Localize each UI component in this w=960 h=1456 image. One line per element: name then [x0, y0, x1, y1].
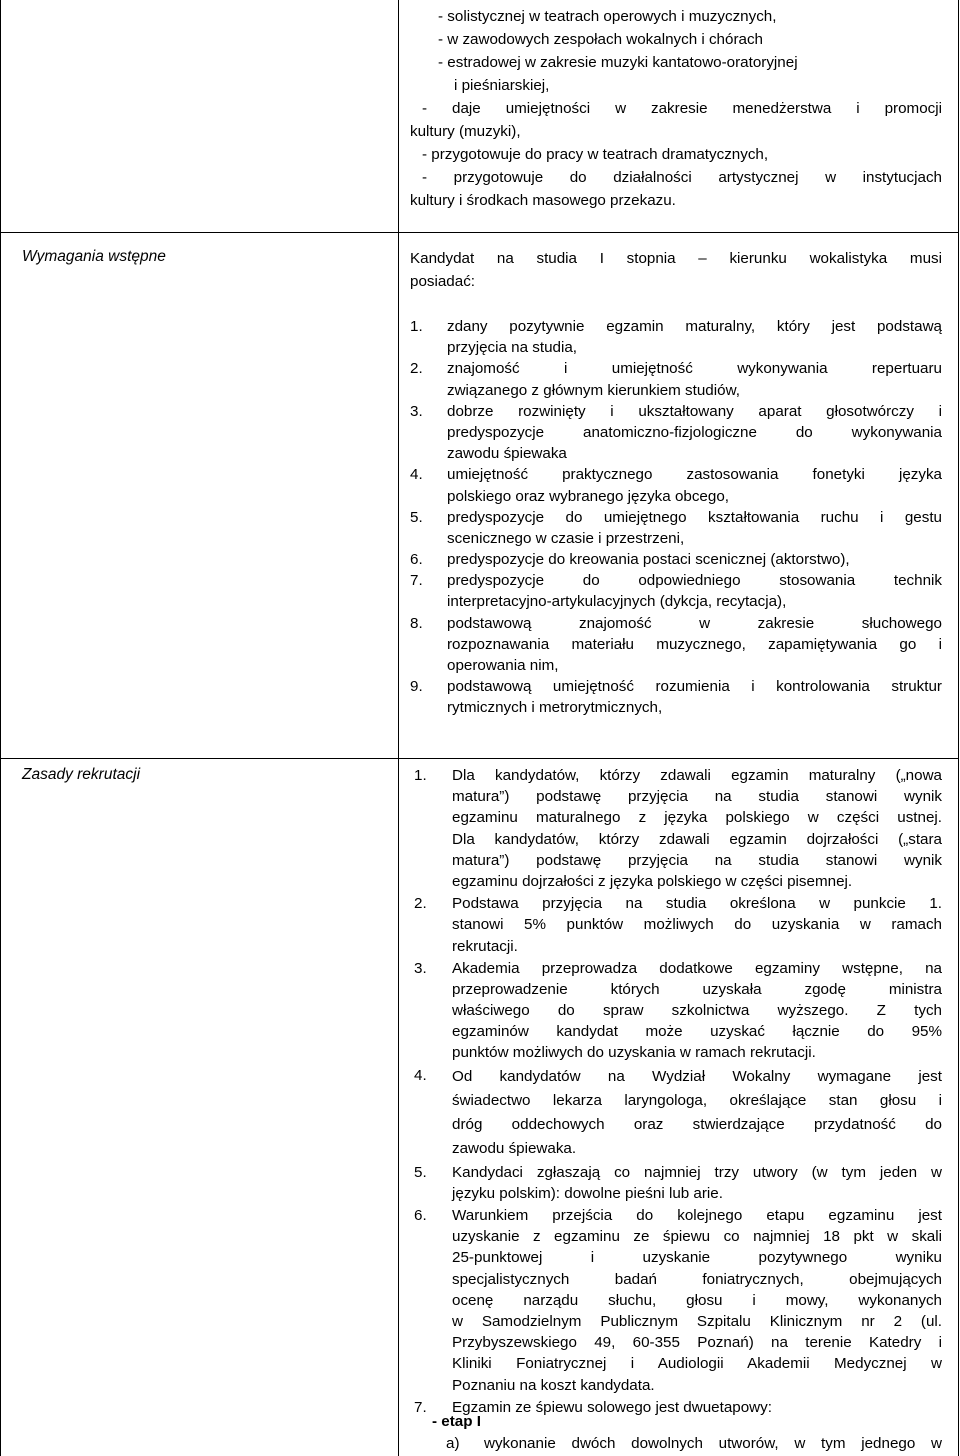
list-item-line: egzaminu dojrzałości z języka polskiego w części pisemnej.	[452, 872, 853, 890]
list-item-number: 2.	[414, 895, 427, 913]
list-item-line: umiejętność praktycznego zastosowania fonetyki języka	[447, 466, 942, 484]
list-item-line: operowania nim,	[447, 657, 559, 674]
list-item	[414, 765, 942, 892]
list-item-line: predyspozycje do kreowania postaci scenicznej (aktorstwo),	[447, 551, 850, 569]
list-item	[410, 570, 942, 612]
list-item-line: w Samodzielnym Publicznym Szpitalu Klinicznym nr 2 (ul.	[452, 1312, 942, 1330]
career-path-line: - daje umiejętności w zakresie menedżerstwa i promocji	[422, 100, 942, 117]
list-item-line: matura”) podstawę przyjęcia na studia stanowi wynik	[452, 851, 942, 869]
list-item-number: 5.	[414, 1163, 427, 1181]
list-item-line: dobrze rozwinięty i ukształtowany aparat głosotwórczy i	[447, 402, 942, 420]
table-row-divider	[0, 758, 959, 759]
list-item	[414, 893, 942, 957]
sub-item-a	[446, 1432, 942, 1455]
list-item-line: Dla kandydatów, którzy zdawali egzamin dojrzałości („stara	[452, 830, 942, 848]
list-item-line: rytmicznych i metrorytmicznych,	[447, 699, 663, 717]
list-item	[410, 676, 942, 718]
list-item	[410, 507, 942, 549]
list-item-line: Kliniki Foniatrycznej i Audiologii Akademii Medycznej w	[452, 1355, 942, 1373]
list-item-number: 3.	[410, 402, 423, 420]
list-item-line: matura”) podstawę przyjęcia na studia stanowi wynik	[452, 788, 942, 806]
list-item-line: zdany pozytywnie egzamin maturalny, który jest podstawą	[447, 318, 942, 335]
list-item-line: rekrutacji.	[452, 937, 518, 955]
list-item-line: egzaminów kandydat może uzyskać łącznie do 95%	[452, 1023, 942, 1041]
requirements-intro-line: posiadać:	[410, 273, 476, 290]
list-item-line: Egzamin ze śpiewu solowego jest dwuetapowy:	[452, 1398, 772, 1416]
list-item-line: predyspozycje do umiejętnego kształtowania ruchu i gestu	[447, 508, 942, 526]
list-item-number: 6.	[414, 1207, 427, 1224]
career-path-line: - przygotowuje do działalności artystycznej w instytucjach	[422, 169, 942, 186]
table-right-border	[958, 0, 959, 1456]
list-item-line: zawodu śpiewaka	[447, 445, 567, 463]
table-left-border	[0, 0, 1, 1456]
career-path-line: kultury (muzyki),	[410, 123, 521, 140]
list-item-line: predyspozycje anatomiczno-fizjologiczne do wykonywania	[447, 423, 942, 441]
list-item	[410, 613, 942, 677]
list-item-number: 6.	[410, 551, 423, 569]
career-path-line: kultury i środkach masowego przekazu.	[410, 192, 676, 209]
list-item-number: 7.	[414, 1398, 427, 1416]
list-item	[410, 464, 942, 506]
list-item-line: Akademia przeprowadza dodatkowe egzaminy wstępne, na	[452, 959, 942, 977]
list-item-line: Kandydaci zgłaszają co najmniej trzy utwory (w tym jeden w	[452, 1163, 942, 1181]
list-item-line: właściwego do spraw szkolnictwa wyższego. Z tych	[452, 1002, 942, 1020]
list-item-line: Poznaniu na koszt kandydata.	[452, 1376, 655, 1394]
list-item	[414, 1205, 942, 1396]
list-item-number: 3.	[414, 959, 427, 977]
list-item-number: 8.	[410, 614, 423, 632]
list-item-line: ocenę narządu słuchu, głosu i mowy, wykonanych	[452, 1291, 942, 1309]
requirements-label: Wymagania wstępne	[22, 248, 166, 265]
list-item-line: podstawową znajomość w zakresie słuchowego	[447, 614, 942, 632]
list-item-line: punktów możliwych do uzyskania w ramach rekrutacji.	[452, 1044, 816, 1062]
list-item-line: znajomość i umiejętność wykonywania repertuaru	[447, 360, 942, 378]
list-item-line: polskiego oraz wybranego języka obcego,	[447, 487, 729, 505]
list-item-line: egzaminu maturalnego z języka polskiego w części ustnej.	[452, 809, 942, 827]
list-item-line: dróg oddechowych oraz stwierdzające przydatność do	[452, 1115, 942, 1133]
list-item-line: specjalistycznych badań foniatrycznych, obejmujących	[452, 1270, 942, 1288]
table-column-divider	[398, 0, 399, 1456]
list-item-line: świadectwo lekarza laryngologa, określające stan głosu i	[452, 1091, 942, 1109]
list-item	[414, 958, 942, 1064]
requirements-list	[410, 316, 942, 719]
list-item-line: Od kandydatów na Wydział Wokalny wymagane jest	[452, 1067, 942, 1085]
list-item	[414, 1397, 942, 1418]
career-path-line: i pieśniarskiej,	[454, 77, 550, 94]
recruitment-rules-label: Zasady rekrutacji	[22, 766, 141, 783]
list-item-line: języku polskim): dowolne pieśni lub arie.	[452, 1184, 723, 1202]
career-path-line: - w zawodowych zespołach wokalnych i chórach	[438, 31, 763, 48]
list-item-line: uzyskanie z egzaminu ze śpiewu co najmniej 18 pkt w skali	[452, 1228, 942, 1246]
requirements-intro	[410, 247, 942, 293]
list-item-line: Dla kandydatów, którzy zdawali egzamin maturalny („nowa	[452, 767, 942, 784]
career-path-line: - estradowej w zakresie muzyki kantatowo-oratoryjnej	[438, 54, 798, 71]
list-item	[414, 1065, 942, 1161]
list-item	[410, 401, 942, 465]
list-item-line: Warunkiem przejścia do kolejnego etapu egzaminu jest	[452, 1207, 942, 1224]
list-item	[410, 358, 942, 400]
list-item-number: 1.	[410, 318, 423, 335]
list-item-number: 9.	[410, 678, 423, 696]
list-item-number: 1.	[414, 767, 427, 784]
list-item-line: stanowi 5% punktów możliwych do uzyskania w ramach	[452, 916, 942, 934]
list-item-number: 5.	[410, 508, 423, 526]
list-item	[410, 316, 942, 358]
list-item-line: scenicznego w czasie i przestrzeni,	[447, 529, 685, 547]
table-row-divider	[0, 232, 959, 233]
list-item-line: związanego z głównym kierunkiem studiów,	[447, 381, 740, 399]
list-item	[414, 1162, 942, 1204]
career-path-line: - przygotowuje do pracy w teatrach dramatycznych,	[422, 146, 769, 163]
list-item-line: rozpoznawania materiału muzycznego, zapamiętywania go i	[447, 635, 942, 653]
career-paths-list	[410, 5, 942, 212]
list-item-number: 7.	[410, 572, 423, 590]
list-item-line: predyspozycje do odpowiedniego stosowania technik	[447, 572, 942, 590]
list-item-line: interpretacyjno-artykulacyjnych (dykcja, recytacja),	[447, 593, 787, 611]
list-item-number: 2.	[410, 360, 423, 378]
career-path-line: - solistycznej w teatrach operowych i muzycznych,	[438, 8, 777, 25]
list-item-number: 4.	[410, 466, 423, 484]
sub-item-a-text: wykonanie dwóch dowolnych utworów, w tym jednego w	[484, 1435, 942, 1452]
list-item-line: podstawową umiejętność rozumienia i kontrolowania struktur	[447, 678, 942, 696]
list-item-number: 4.	[414, 1066, 427, 1084]
stage-label: - etap I	[432, 1413, 481, 1430]
sub-item-a-marker: a)	[446, 1435, 460, 1452]
list-item-line: zawodu śpiewaka.	[452, 1139, 577, 1157]
list-item	[410, 549, 942, 570]
recruitment-rules-list	[414, 765, 942, 1418]
list-item-line: Podstawa przyjęcia na studia określona w punkcie 1.	[452, 895, 942, 913]
list-item-line: 25-punktowej i uzyskanie pozytywnego wyniku	[452, 1249, 942, 1267]
list-item-line: przeprowadzenie których uzyskała zgodę ministra	[452, 980, 942, 998]
requirements-intro-line: Kandydat na studia I stopnia – kierunku wokalistyka musi	[410, 250, 942, 267]
list-item-line: przyjęcia na studia,	[447, 339, 578, 357]
list-item-line: Przybyszewskiego 49, 60-355 Poznań) na terenie Katedry i	[452, 1334, 942, 1352]
